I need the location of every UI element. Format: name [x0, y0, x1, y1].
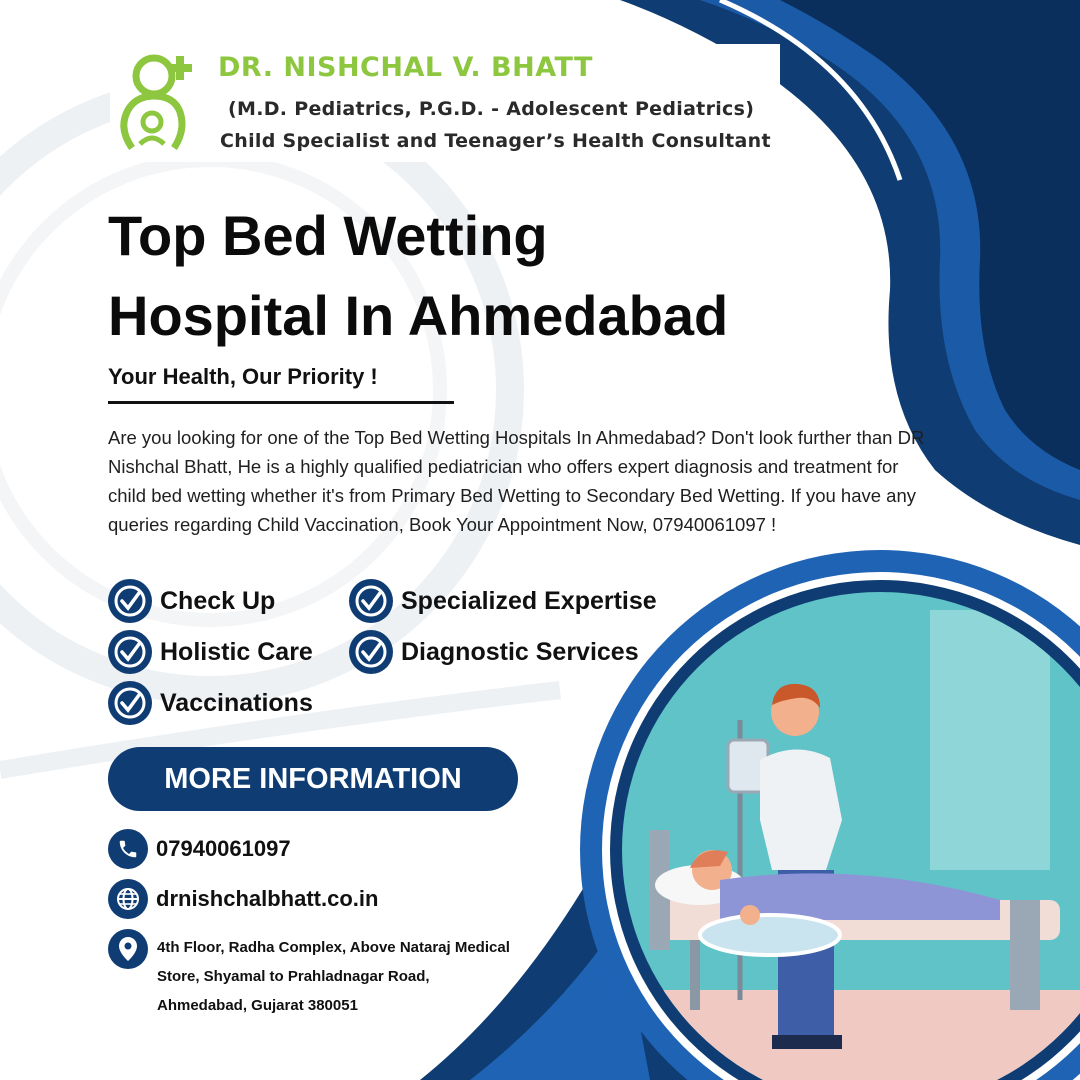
- feature-label: Specialized Expertise: [401, 586, 657, 615]
- headline-line-2: Hospital In Ahmedabad: [108, 284, 729, 347]
- bed-foot: [1010, 900, 1040, 1010]
- headline-line-1: Top Bed Wetting: [108, 204, 548, 267]
- doctor-qualification: (M.D. Pediatrics, P.G.D. - Adolescent Pediatrics): [228, 98, 755, 120]
- website-url: drnishchalbhatt.co.in: [156, 886, 379, 911]
- phone-number: 07940061097: [156, 836, 291, 861]
- feature-label: Holistic Care: [160, 637, 313, 666]
- feature-label: Vaccinations: [160, 688, 313, 717]
- feature-label: Diagnostic Services: [401, 637, 639, 666]
- window-panel: [930, 610, 1050, 870]
- tagline: Your Health, Our Priority !: [108, 364, 378, 389]
- baby-head: [740, 905, 760, 925]
- doctor-shoes: [772, 1035, 842, 1049]
- doctor-role: Child Specialist and Teenager’s Health Consultant: [220, 130, 771, 152]
- description-paragraph: Are you looking for one of the Top Bed Wetting Hospitals In Ahmedabad? Don't look further than DR Nishchal Bhatt, He is a highly qualified pediatrician who offers expert diagnosis and treatment for child bed wetting whether it's from Primary Bed Wetting to Secondary Bed Wetting. If you have any queries regarding Child Vaccination, Book Your Appointment Now, 07940061097 !: [108, 427, 925, 535]
- doctor-body: [760, 749, 842, 870]
- address-text: 4th Floor, Radha Complex, Above Nataraj Medical Store, Shyamal to Prahladnagar Road, Ahmedabad, Gujarat 380051: [157, 939, 510, 1014]
- feature-label: Check Up: [160, 586, 276, 615]
- bed-legs: [690, 940, 700, 1010]
- baby-bassinet: [700, 915, 840, 955]
- doctor-name: DR. NISHCHAL V. BHATT: [218, 52, 593, 83]
- more-information-button[interactable]: MORE INFORMATION: [108, 747, 518, 811]
